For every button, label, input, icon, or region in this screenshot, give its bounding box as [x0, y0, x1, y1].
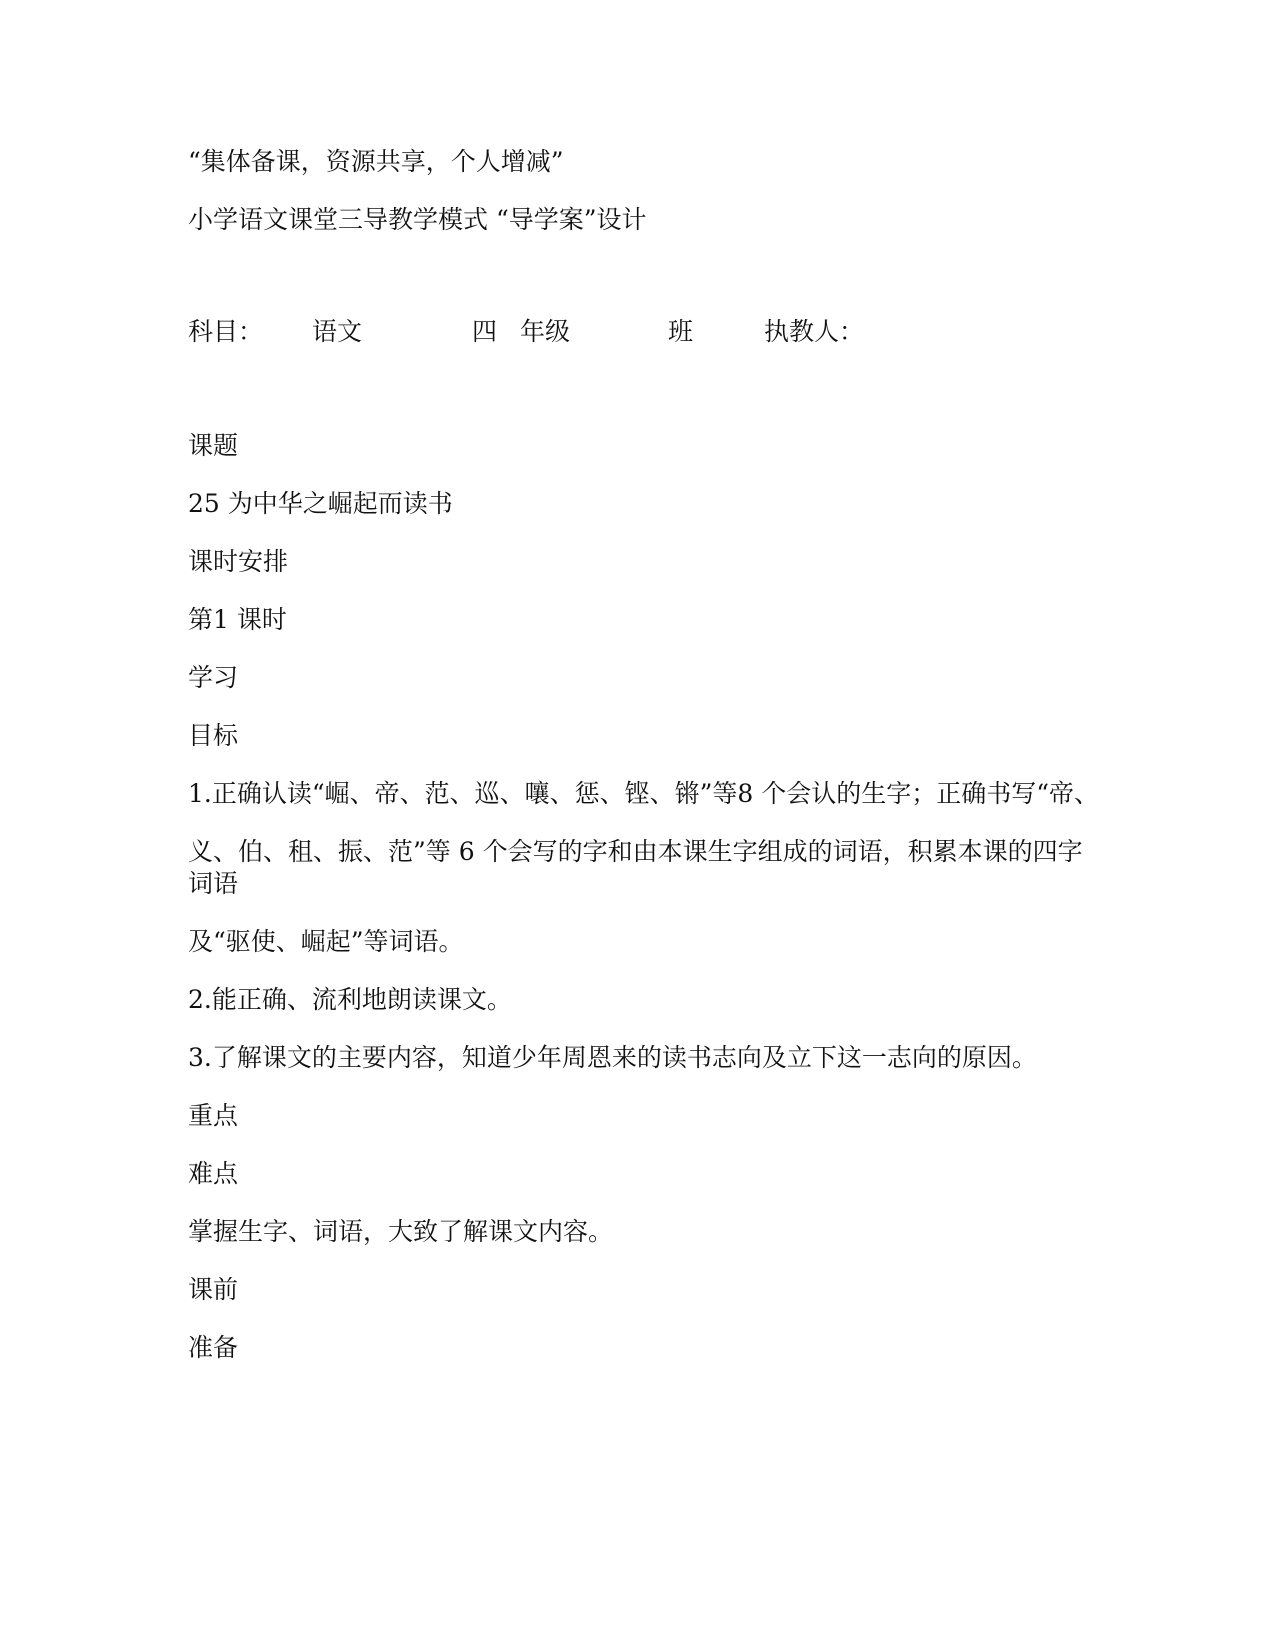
header-slogan: “集体备课，资源共享，个人增减”	[188, 147, 564, 176]
goal-2: 2.能正确、流利地朗读课文。	[188, 985, 512, 1014]
goal-3: 3.了解课文的主要内容，知道少年周恩来的读书志向及立下这一志向的原因。	[188, 1043, 1037, 1072]
key-label-line-1: 重点	[188, 1101, 239, 1130]
teacher-label: 执教人：	[764, 317, 865, 346]
goal-1-line-1: 1.正确认读“崛、帝、范、巡、嚷、惩、铿、锵”等8 个会认的生字；正确书写“帝、	[188, 779, 1100, 808]
grade-label: 年级	[520, 317, 571, 346]
meta-info-row	[188, 316, 888, 348]
class-label: 班	[668, 317, 694, 346]
subject-value: 语文	[312, 317, 363, 346]
subject-label: 科目：	[188, 317, 264, 346]
prep-label-line-2: 准备	[188, 1333, 239, 1362]
key-label-line-2: 难点	[188, 1159, 239, 1188]
key-value: 掌握生字、词语，大致了解课文内容。	[188, 1217, 614, 1246]
goals-label-line-2: 目标	[188, 721, 239, 750]
topic-label: 课题	[188, 431, 239, 460]
schedule-label: 课时安排	[188, 547, 289, 576]
goal-1-line-2: 义、伯、租、振、范”等 6 个会写的字和由本课生字组成的词语，积累本课的四字词语	[188, 837, 1083, 898]
prep-label-line-1: 课前	[188, 1275, 239, 1304]
topic-value: 25 为中华之崛起而读书	[188, 489, 453, 518]
grade-number: 四	[472, 317, 498, 346]
goal-1-line-3: 及“驱使、崛起”等词语。	[188, 927, 464, 956]
document-title: 小学语文课堂三导教学模式 “导学案”设计	[188, 205, 647, 234]
goals-label-line-1: 学习	[188, 663, 239, 692]
schedule-value: 第1 课时	[188, 605, 287, 634]
